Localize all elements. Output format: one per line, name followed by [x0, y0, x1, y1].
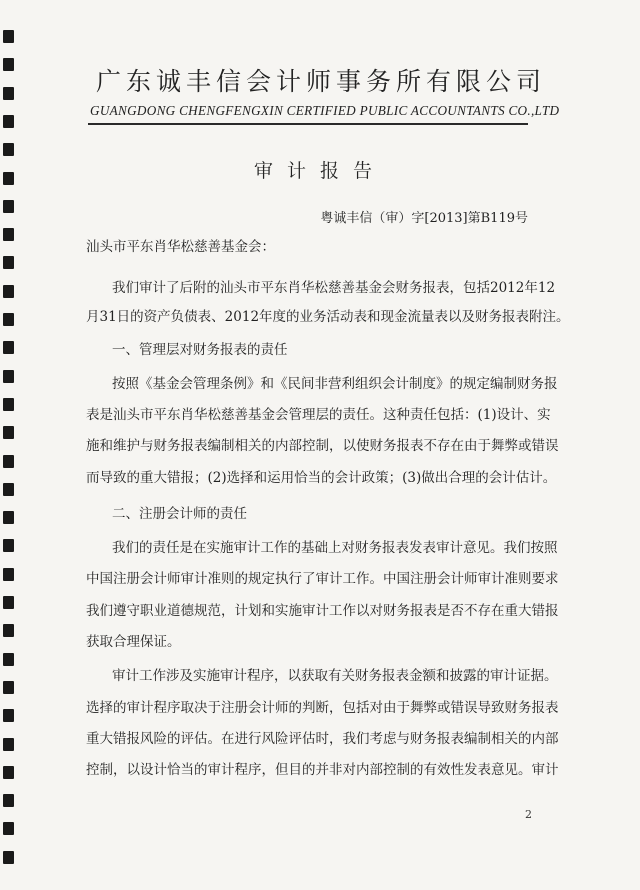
binding-hole — [3, 794, 14, 807]
section1-line: 施和维护与财务报表编制相关的内部控制，以使财务报表不存在由于舞弊或错误 — [86, 438, 559, 454]
binding-hole — [3, 285, 14, 298]
binding-hole — [3, 568, 14, 581]
binding-hole — [3, 143, 14, 156]
section1-line: 按照《基金会管理条例》和《民间非营利组织会计制度》的规定编制财务报 — [112, 376, 558, 392]
binding-hole — [3, 115, 14, 128]
binding-hole — [3, 398, 14, 411]
binding-hole — [3, 58, 14, 71]
header-rule — [88, 123, 528, 125]
binding-hole — [3, 766, 14, 779]
addressee: 汕头市平东肖华松慈善基金会： — [86, 239, 275, 255]
firm-name-chinese: 广东诚丰信会计师事务所有限公司 — [96, 67, 547, 96]
section2-para1-line: 我们的责任是在实施审计工作的基础上对财务报表发表审计意见。我们按照 — [112, 540, 558, 556]
page-number: 2 — [525, 808, 532, 821]
reference-number: 粤诚丰信（审）字[2013]第B119号 — [320, 211, 528, 226]
report-title: 审计报告 — [253, 160, 386, 182]
section2-para2-line: 重大错报风险的评估。在进行风险评估时，我们考虑与财务报表编制相关的内部 — [86, 731, 559, 747]
section2-para2-line: 选择的审计程序取决于注册会计师的判断，包括对由于舞弊或错误导致财务报表 — [86, 700, 559, 716]
binding-hole — [3, 455, 14, 468]
section2-para2-line: 审计工作涉及实施审计程序，以获取有关财务报表金额和披露的审计证据。 — [112, 668, 558, 684]
section1-line: 而导致的重大错报；(2)选择和运用恰当的会计政策；(3)做出合理的会计估计。 — [86, 470, 557, 486]
section-heading-auditor: 二、注册会计师的责任 — [112, 506, 247, 522]
binding-hole — [3, 30, 14, 43]
binding-hole — [3, 228, 14, 241]
binding-hole — [3, 822, 14, 835]
spiral-binding — [0, 0, 22, 890]
binding-hole — [3, 483, 14, 496]
binding-hole — [3, 426, 14, 439]
binding-hole — [3, 200, 14, 213]
binding-hole — [3, 851, 14, 864]
section2-para1-line: 我们遵守职业道德规范，计划和实施审计工作以对财务报表是否不存在重大错报 — [86, 603, 559, 619]
binding-hole — [3, 341, 14, 354]
binding-hole — [3, 370, 14, 383]
binding-hole — [3, 681, 14, 694]
binding-hole — [3, 87, 14, 100]
intro-line: 我们审计了后附的汕头市平东肖华松慈善基金会财务报表，包括2012年12 — [112, 280, 556, 296]
binding-hole — [3, 709, 14, 722]
section2-para1-line: 中国注册会计师审计准则的规定执行了审计工作。中国注册会计师审计准则要求 — [86, 571, 559, 587]
binding-hole — [3, 256, 14, 269]
section2-para1-line: 获取合理保证。 — [86, 634, 181, 650]
binding-hole — [3, 313, 14, 326]
binding-hole — [3, 738, 14, 751]
firm-name-english: GUANGDONG CHENGFENGXIN CERTIFIED PUBLIC ACCOUNTANTS CO.,LTD — [90, 103, 560, 118]
section1-line: 表是汕头市平东肖华松慈善基金会管理层的责任。这种责任包括：(1)设计、实 — [86, 407, 551, 423]
binding-hole — [3, 172, 14, 185]
binding-hole — [3, 539, 14, 552]
section-heading-management: 一、管理层对财务报表的责任 — [112, 342, 288, 358]
section2-para2-line: 控制，以设计恰当的审计程序，但目的并非对内部控制的有效性发表意见。审计 — [86, 762, 559, 778]
binding-hole — [3, 596, 14, 609]
binding-hole — [3, 624, 14, 637]
intro-line: 月31日的资产负债表、2012年度的业务活动表和现金流量表以及财务报表附注。 — [86, 309, 570, 325]
binding-hole — [3, 511, 14, 524]
binding-hole — [3, 653, 14, 666]
